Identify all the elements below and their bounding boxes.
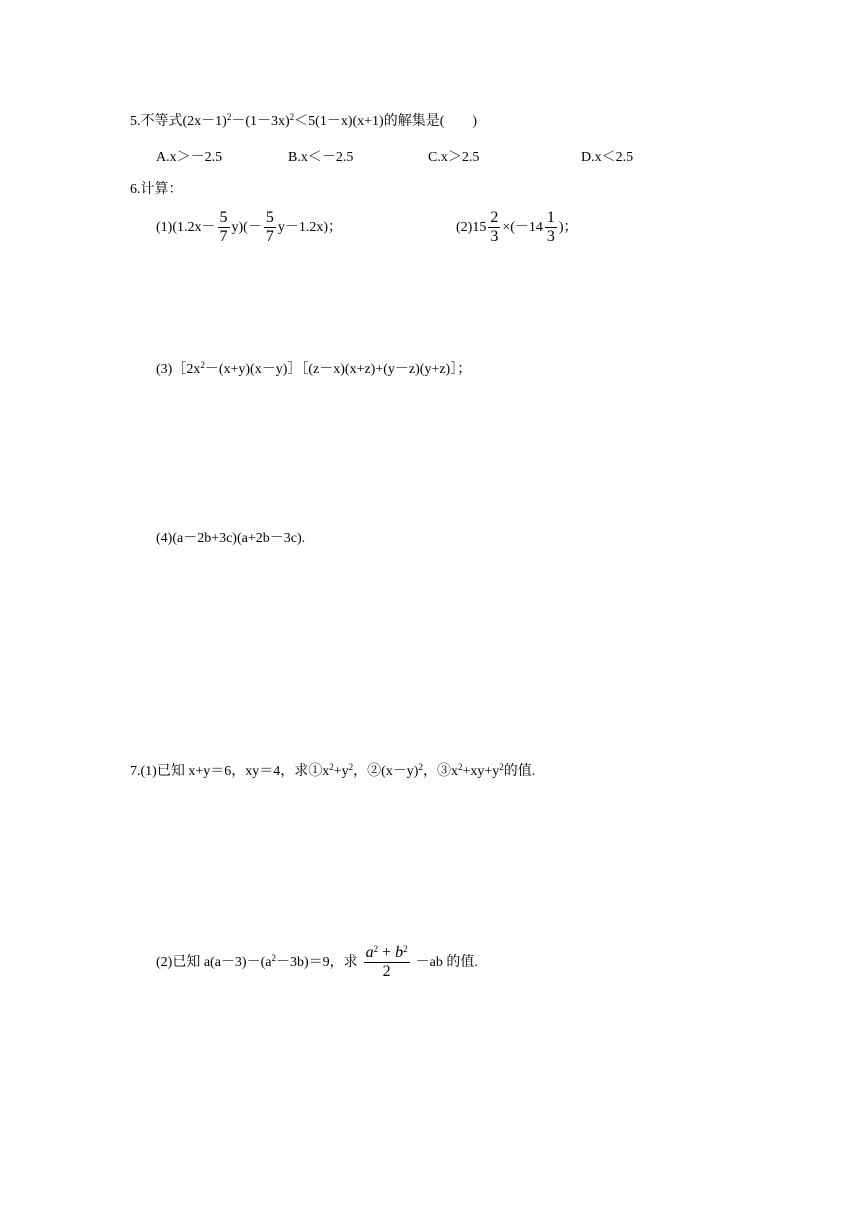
expr-part: －3b)＝9，求: [275, 955, 358, 970]
fraction: [488, 209, 500, 246]
q5-option-b: B.x＜－2.5: [288, 150, 354, 165]
fraction: [545, 209, 557, 246]
var-b: b: [395, 944, 404, 962]
expr-part: +xy+y: [462, 764, 500, 779]
expr-part: (3)［2x: [156, 362, 201, 377]
q6-part-3: [156, 360, 471, 380]
fraction-numerator: 5: [219, 209, 228, 227]
expr-part: －ab 的值.: [415, 955, 478, 970]
q5-stem-part: －(1－3x): [231, 114, 290, 129]
fraction-denominator: 3: [546, 228, 555, 246]
fraction-denominator: 7: [219, 228, 228, 246]
q5-stem: [130, 112, 477, 132]
expr-part: －(x+y)(x－y)］［(z－x)(x+z)+(y－z)(y+z)］；: [204, 362, 472, 377]
fraction: [264, 209, 276, 246]
fraction-numerator: 1: [546, 209, 555, 227]
var-a: a: [365, 944, 374, 962]
expr-part: ，②(x－y): [353, 764, 419, 779]
superscript: 2: [403, 944, 408, 955]
q5-option-a: A.x＞－2.5: [156, 150, 223, 165]
superscript: 2: [348, 762, 354, 772]
fraction-denominator: 7: [265, 228, 274, 246]
superscript: 2: [271, 953, 276, 963]
superscript: 2: [289, 112, 295, 122]
expr-part: (2)15: [456, 220, 487, 235]
expr-part: +y: [333, 764, 349, 779]
q7-part-2: [156, 940, 478, 986]
fraction-denominator: 2: [382, 963, 391, 981]
q7-part-1: [130, 762, 535, 782]
expr-part: (1)(1.2x－: [156, 220, 216, 235]
q6-title: 6.计算：: [130, 182, 183, 197]
superscript: 2: [373, 944, 379, 955]
superscript: 2: [418, 762, 423, 772]
expr-part: (2)已知 a(a－3)－(a: [156, 955, 272, 970]
superscript: 2: [200, 360, 205, 370]
superscript: 2: [329, 762, 334, 772]
expr-part: y)(－: [231, 220, 262, 235]
superscript: 2: [226, 112, 232, 122]
fraction-numerator: 5: [265, 209, 274, 227]
plus-sign: +: [378, 944, 396, 962]
expr-part: ×(－14: [502, 220, 543, 235]
fraction-denominator: 3: [490, 228, 499, 246]
q6-part-4: (4)(a－2b+3c)(a+2b－3c).: [156, 531, 306, 546]
q5-option-d: D.x＜2.5: [581, 150, 634, 165]
q6-part-2: [456, 208, 578, 248]
superscript: 2: [457, 762, 463, 772]
q5-stem-part: ＜5(1－x)(x+1)的解集是( ): [294, 114, 478, 129]
fraction: [364, 944, 410, 981]
q5-option-c: C.x＞2.5: [428, 150, 480, 165]
expr-part: ，③x: [422, 764, 458, 779]
superscript: 2: [499, 762, 504, 772]
fraction-numerator: 2: [490, 209, 499, 227]
fraction: [218, 209, 230, 246]
expr-part: y－1.2x)；: [277, 220, 342, 235]
expr-part: )；: [558, 220, 578, 235]
expr-part: 7.(1)已知 x+y＝6，xy＝4，求①x: [130, 764, 330, 779]
expr-part: 的值.: [503, 764, 536, 779]
q6-part-1: [156, 208, 342, 248]
fraction-numerator: [364, 944, 410, 962]
q5-stem-part: 5.不等式(2x－1): [130, 114, 227, 129]
